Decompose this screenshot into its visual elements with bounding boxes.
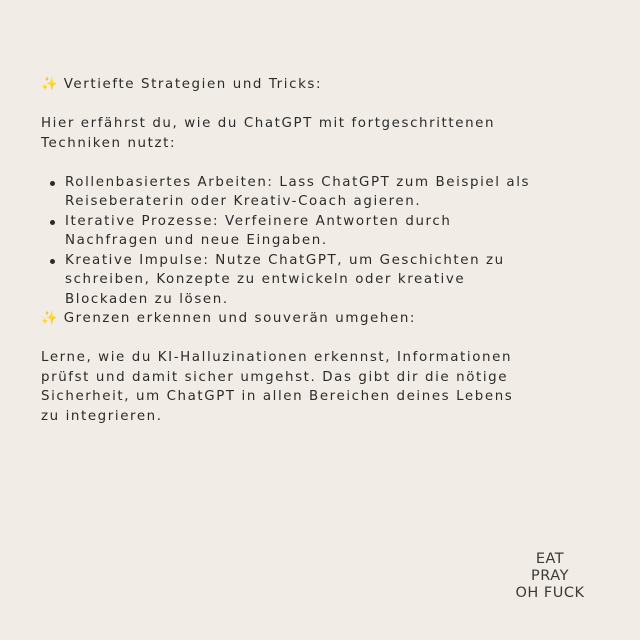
intro-text: Techniken nutzt:	[41, 135, 177, 151]
brand-line: PRAY	[531, 568, 569, 584]
list-item: Rollenbasiertes Arbeiten: Lass ChatGPT zum Beispiel als Reiseberaterin oder Kreativ-Coach agieren.	[41, 173, 611, 212]
brand-line: EAT	[535, 551, 565, 567]
bullet-list	[41, 173, 611, 310]
body-text: prüfst und damit sicher umgehst. Das gibt dir die nötige	[41, 369, 509, 385]
list-item: Kreative Impulse: Nutze ChatGPT, um Geschichten zu schreiben, Konzepte zu entwickeln oder kreative Blockaden zu lösen.	[41, 251, 611, 310]
section-heading: ✨ Grenzen erkennen und souverän umgehen:	[41, 311, 417, 326]
sparkles-icon: ✨	[41, 311, 58, 326]
body-text: zu integrieren.	[41, 408, 163, 424]
section-heading: ✨ Vertiefte Strategien und Tricks:	[41, 77, 323, 92]
body-text: Sicherheit, um ChatGPT in allen Bereichen deines Lebens	[41, 389, 514, 404]
document-body	[41, 75, 611, 426]
brand-line: OH FUCK	[515, 585, 585, 601]
body-text: Lerne, wie du KI-Halluzinationen erkennst, Informationen	[41, 350, 513, 365]
brand-logo	[500, 551, 600, 602]
intro-text: Hier erfährst du, wie du ChatGPT mit fortgeschrittenen	[41, 116, 496, 131]
sparkles-icon: ✨	[41, 77, 58, 92]
list-item: Iterative Prozesse: Verfeinere Antworten durch Nachfragen und neue Eingaben.	[41, 212, 611, 251]
